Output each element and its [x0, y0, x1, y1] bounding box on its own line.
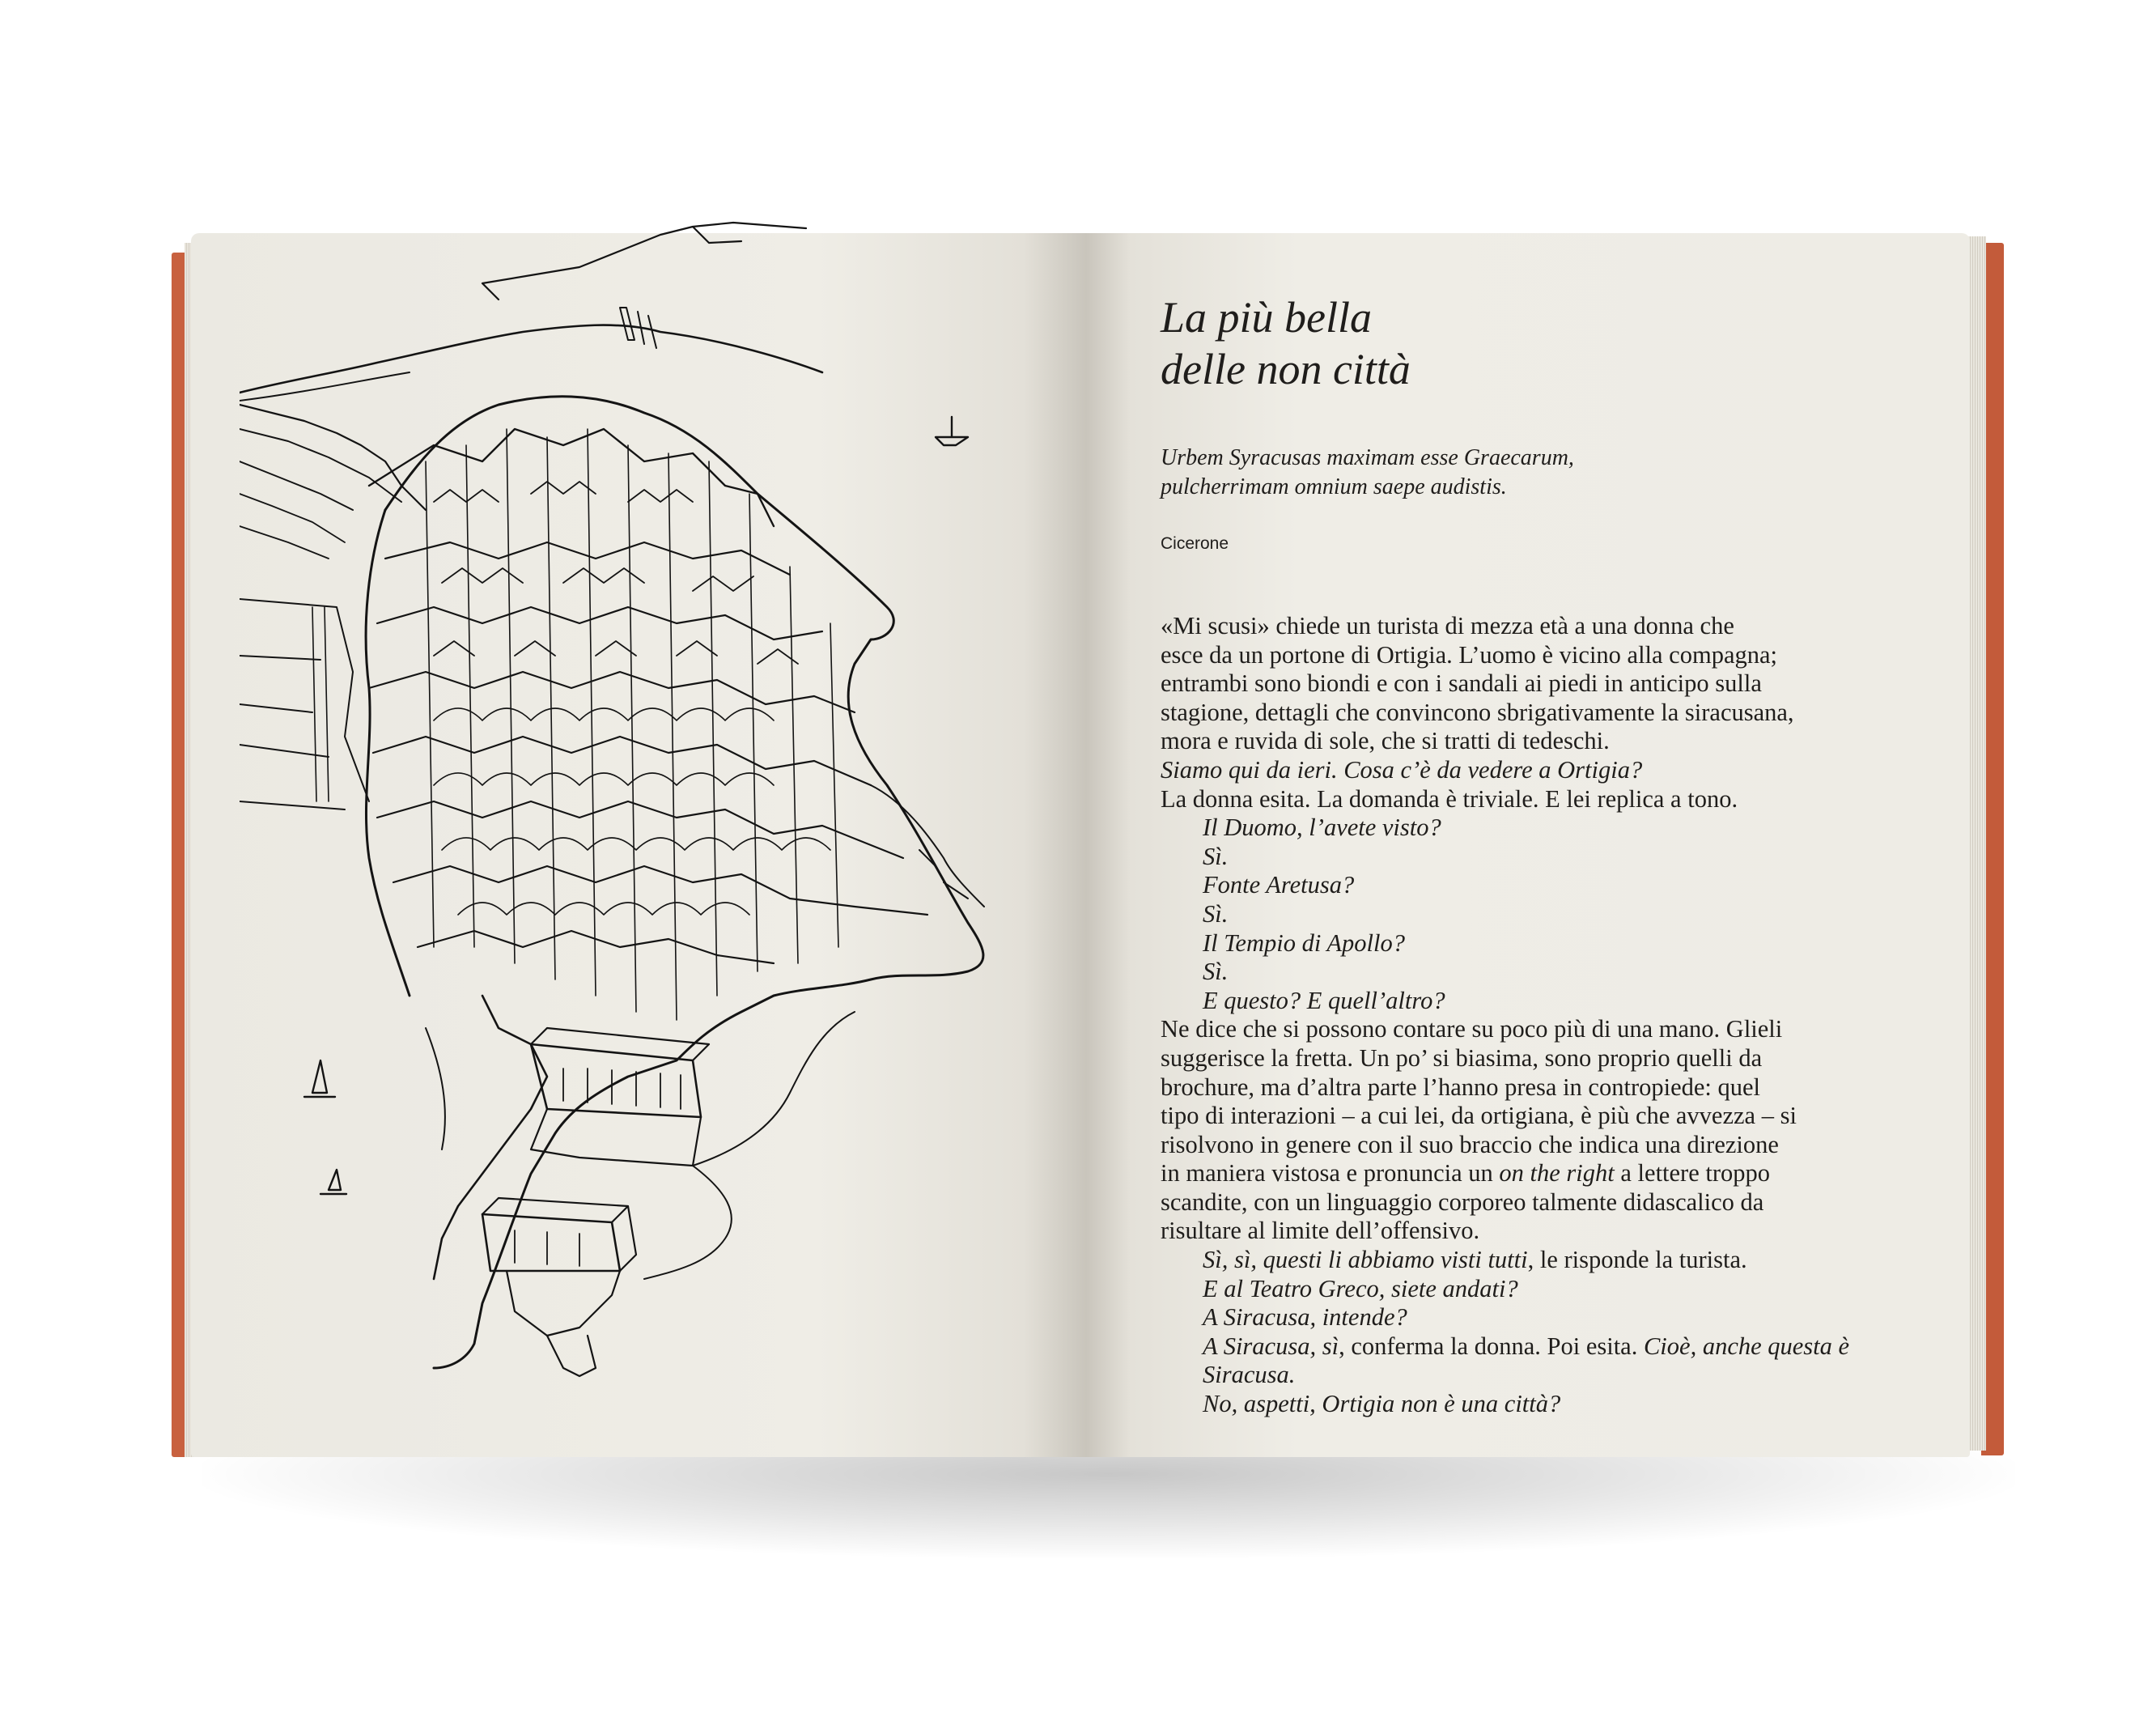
epigraph	[1161, 444, 1905, 502]
body-line	[1161, 1332, 1905, 1362]
text-run: Ne dice che si possono contare su poco più di una mano. Glieli	[1161, 1015, 1783, 1043]
body-line	[1161, 1275, 1905, 1304]
italic-text-run: Siamo qui da ieri. Cosa c’è da vedere a Ortigia?	[1161, 755, 1643, 784]
text-run: entrambi sono biondi e con i sandali ai piedi in anticipo sulla	[1161, 669, 1762, 698]
body-line	[1161, 958, 1905, 987]
body-line	[1161, 1015, 1905, 1044]
text-run: La donna esita. La domanda è triviale. E lei replica a tono.	[1161, 784, 1738, 813]
chapter-title-line: delle non città	[1161, 345, 1411, 393]
body-line	[1161, 1361, 1905, 1390]
epigraph-line: pulcherrimam omnium saepe audistis.	[1161, 474, 1507, 499]
text-run: suggerisce la fretta. Un po’ si biasima, sono proprio quelli da	[1161, 1043, 1763, 1072]
body-line	[1161, 843, 1905, 872]
italic-text-run: Il Duomo, l’avete visto?	[1203, 814, 1441, 842]
italic-text-run: Sì.	[1203, 958, 1229, 986]
italic-text-run: A Siracusa, sì	[1203, 1332, 1339, 1360]
italic-text-run: Siracusa.	[1203, 1361, 1296, 1389]
text-run: mora e ruvida di sole, che si tratti di tedeschi.	[1161, 727, 1610, 755]
body-line	[1161, 1131, 1905, 1160]
body-line	[1161, 871, 1905, 900]
body-line	[1161, 929, 1905, 958]
text-run: tipo di interazioni – a cui lei, da ortigiana, è più che avvezza – si	[1161, 1102, 1797, 1130]
text-run: scandite, con un linguaggio corporeo talmente didascalico da	[1161, 1188, 1764, 1216]
italic-text-run: Sì, sì, questi li abbiamo visti tutti	[1203, 1246, 1528, 1274]
italic-text-run: Sì.	[1203, 842, 1229, 870]
body-line	[1161, 785, 1905, 814]
body-line	[1161, 1044, 1905, 1073]
chapter-title-line: La più bella	[1161, 293, 1373, 342]
body-line	[1161, 1159, 1905, 1188]
italic-text-run: Fonte Aretusa?	[1203, 871, 1355, 899]
epigraph-line: Urbem Syracusas maximam esse Graecarum,	[1161, 445, 1574, 470]
body-line	[1161, 756, 1905, 785]
body-line	[1161, 1073, 1905, 1103]
chapter-text	[1161, 291, 1905, 1419]
text-run: a lettere troppo	[1614, 1159, 1770, 1188]
text-run: «Mi scusi» chiede un turista di mezza età a una donna che	[1161, 612, 1734, 639]
text-run: in maniera vistosa e pronuncia un	[1161, 1159, 1500, 1188]
body-line	[1161, 699, 1905, 728]
text-run: , le risponde la turista.	[1527, 1246, 1747, 1274]
italic-text-run: Cioè, anche questa è	[1643, 1332, 1850, 1360]
ortigia-sketch-illustration	[240, 219, 1049, 1400]
text-run: stagione, dettagli che convincono sbrigativamente la siracusana,	[1161, 698, 1794, 726]
body-line	[1161, 900, 1905, 929]
body-line	[1161, 727, 1905, 756]
italic-text-run: on the right	[1499, 1159, 1615, 1188]
text-run: risolvono in genere con il suo braccio che indica una direzione	[1161, 1130, 1779, 1158]
italic-text-run: E questo? E quell’altro?	[1203, 986, 1445, 1014]
body-line	[1161, 814, 1905, 843]
body-line	[1161, 1102, 1905, 1131]
body-line	[1161, 1188, 1905, 1217]
text-run: esce da un portone di Ortigia. L’uomo è vicino alla compagna;	[1161, 640, 1777, 669]
body-line	[1161, 1303, 1905, 1332]
text-run: risultare al limite dell’offensivo.	[1161, 1217, 1480, 1245]
italic-text-run: Il Tempio di Apollo?	[1203, 928, 1405, 957]
body-line	[1161, 669, 1905, 699]
italic-text-run: Sì.	[1203, 899, 1229, 928]
italic-text-run: A Siracusa, intende?	[1203, 1303, 1407, 1332]
italic-text-run: No, aspetti, Ortigia non è una città?	[1203, 1390, 1561, 1418]
body-line	[1161, 987, 1905, 1016]
body-line	[1161, 612, 1905, 641]
body-paragraphs	[1161, 612, 1905, 1419]
text-run: brochure, ma d’altra parte l’hanno presa in contropiede: quel	[1161, 1073, 1761, 1101]
body-line	[1161, 1217, 1905, 1246]
body-line	[1161, 1246, 1905, 1275]
italic-text-run: E al Teatro Greco, siete andati?	[1203, 1274, 1518, 1302]
epigraph-author: Cicerone	[1161, 534, 1229, 553]
body-line	[1161, 1390, 1905, 1419]
chapter-title	[1161, 291, 1905, 395]
text-run: , conferma la donna. Poi esita.	[1339, 1332, 1644, 1360]
body-line	[1161, 641, 1905, 670]
